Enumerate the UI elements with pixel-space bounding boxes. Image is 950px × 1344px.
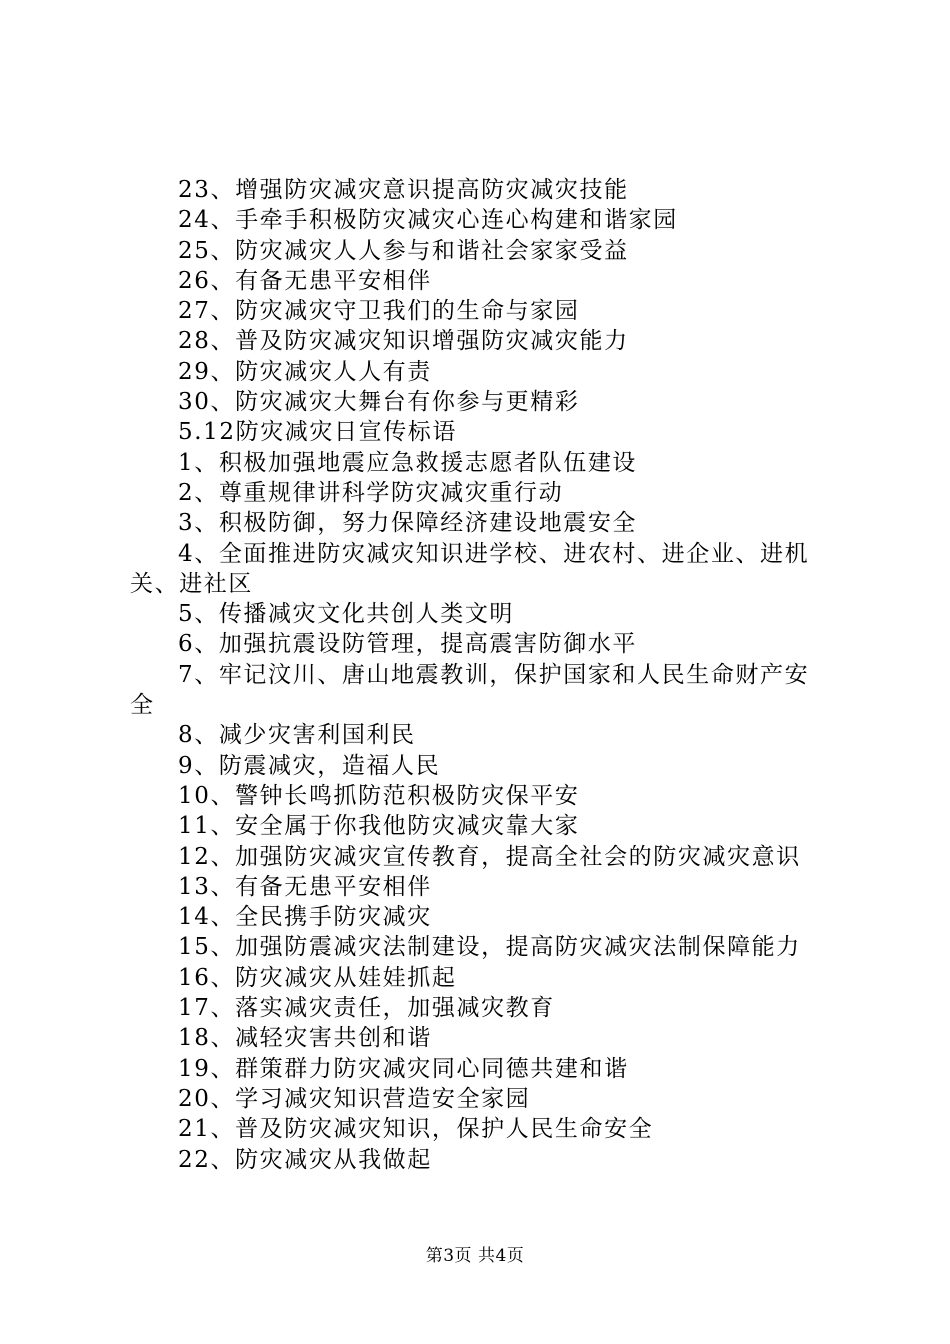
list-item: 26、有备无患平安相伴 <box>178 267 432 294</box>
list-item: 11、安全属于你我他防灾减灾靠大家 <box>178 813 580 840</box>
list-item: 4、全面推进防灾减灾知识进学校、进农村、进企业、进机关、进社区 <box>130 540 810 597</box>
list-item: 23、增强防灾减灾意识提高防灾减灾技能 <box>178 177 629 203</box>
list-item: 17、落实减灾责任，加强减灾教育 <box>178 995 555 1022</box>
list-item: 12、加强防灾减灾宣传教育，提高全社会的防灾减灾意识 <box>178 843 801 870</box>
section-heading: 5.12防灾减灾日宣传标语 <box>178 419 458 446</box>
list-item: 21、普及防灾减灾知识，保护人民生命安全 <box>178 1116 654 1143</box>
list-item: 8、减少灾害利国利民 <box>178 722 416 749</box>
slogan-list <box>130 175 832 1175</box>
list-item: 6、加强抗震设防管理，提高震害防御水平 <box>178 631 638 658</box>
list-item: 28、普及防灾减灾知识增强防灾减灾能力 <box>178 328 629 355</box>
list-item: 5、传播减灾文化共创人类文明 <box>178 601 515 628</box>
list-item: 13、有备无患平安相伴 <box>178 873 432 900</box>
list-item: 18、减轻灾害共创和谐 <box>178 1025 432 1052</box>
list-item: 30、防灾减灾大舞台有你参与更精彩 <box>178 389 580 416</box>
list-item: 25、防灾减灾人人参与和谐社会家家受益 <box>178 237 629 264</box>
list-item: 10、警钟长鸣抓防范积极防灾保平安 <box>178 782 580 809</box>
list-item: 2、尊重规律讲科学防灾减灾重行动 <box>178 479 564 506</box>
list-item: 24、手牵手积极防灾减灾心连心构建和谐家园 <box>178 207 678 234</box>
list-item: 20、学习减灾知识营造安全家园 <box>178 1085 531 1112</box>
list-item: 22、防灾减灾从我做起 <box>178 1146 432 1173</box>
list-item: 9、防震减灾，造福人民 <box>178 752 441 779</box>
list-item: 27、防灾减灾守卫我们的生命与家园 <box>178 298 580 325</box>
list-item: 15、加强防震减灾法制建设，提高防灾减灾法制保障能力 <box>178 934 801 961</box>
list-item: 1、积极加强地震应急救援志愿者队伍建设 <box>178 449 638 476</box>
page-number-footer: 第3页 共4页 <box>425 1246 525 1266</box>
list-item: 29、防灾减灾人人有责 <box>178 358 432 385</box>
list-item: 14、全民携手防灾减灾 <box>178 904 432 931</box>
list-item: 7、牢记汶川、唐山地震教训，保护国家和人民生命财产安全 <box>130 661 810 719</box>
list-item: 16、防灾减灾从娃娃抓起 <box>178 964 457 991</box>
list-item: 3、积极防御，努力保障经济建设地震安全 <box>178 510 638 537</box>
list-item: 19、群策群力防灾减灾同心同德共建和谐 <box>178 1055 629 1082</box>
